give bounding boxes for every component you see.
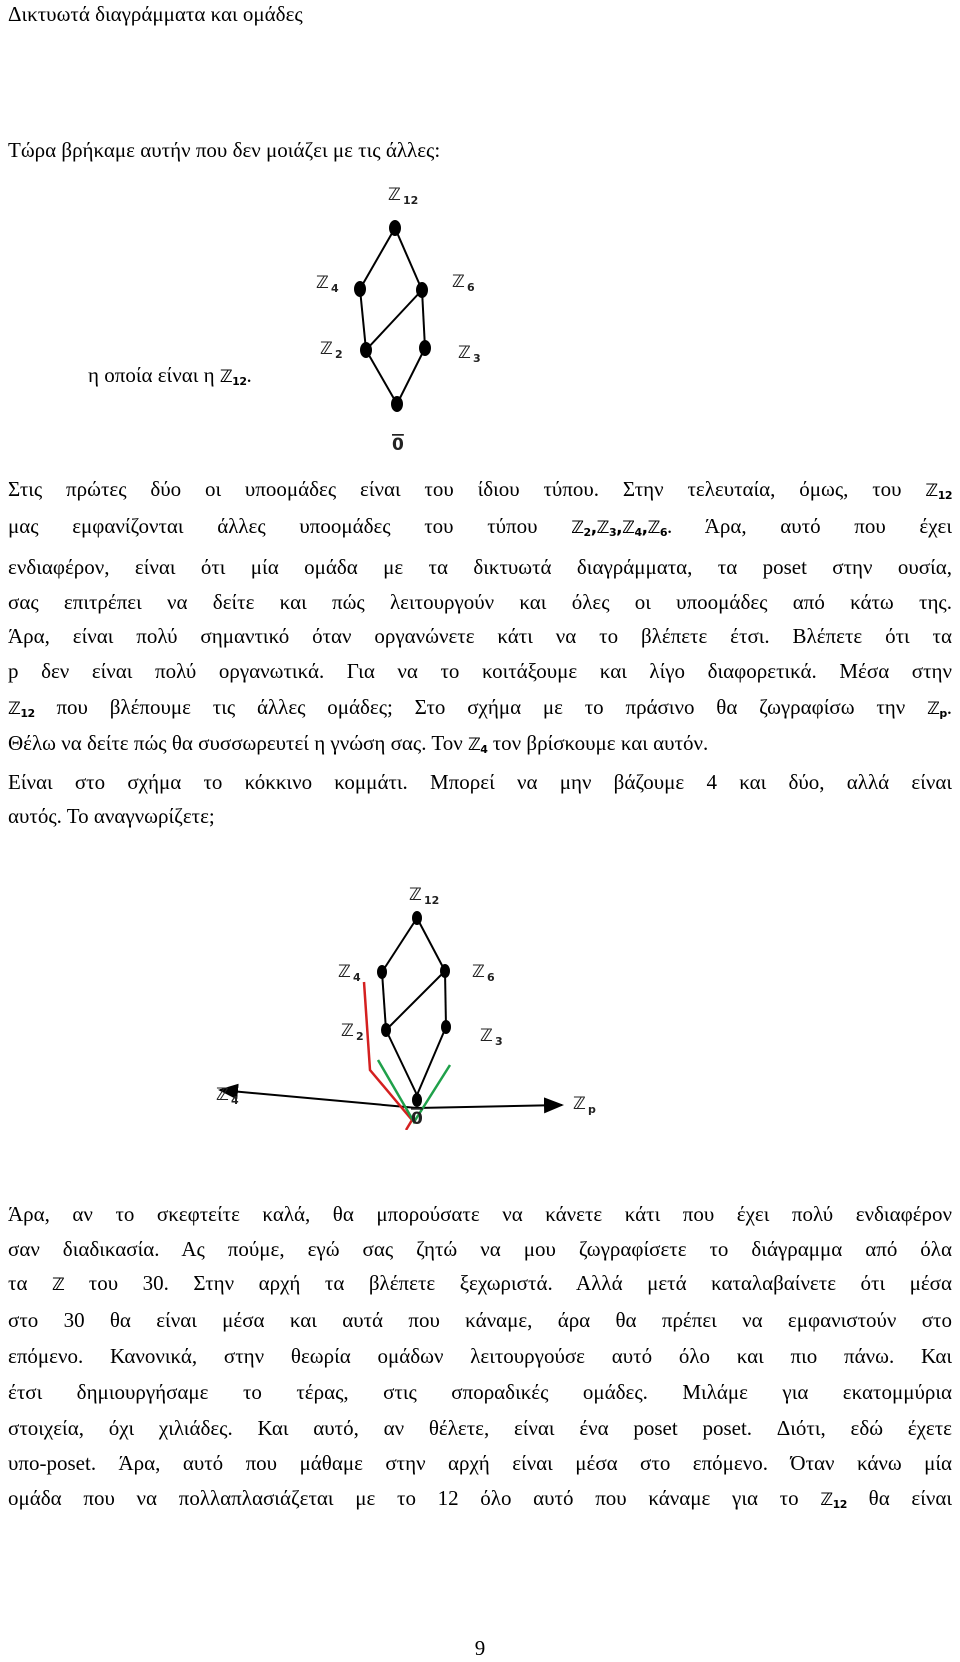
svg-text:ℤ: ℤ — [573, 1094, 586, 1114]
paragraph1-line10: αυτός. Το αναγνωρίζετε; — [8, 804, 215, 828]
paragraph2-line2: σαν διαδικασία. Ας πούμε, εγώ σας ζητώ να μου ζωγραφίσετε το διάγραμμα από όλα — [8, 1237, 952, 1261]
node-z4 — [354, 281, 366, 297]
z4-symbol: ℤ$_4$ — [467, 735, 488, 756]
label-z3 — [480, 1026, 503, 1048]
label-zp-right — [573, 1094, 596, 1116]
label-z4-left — [216, 1085, 239, 1107]
label-z3 — [458, 343, 481, 365]
intro-line: Τώρα βρήκαμε αυτήν που δεν μοιάζει με τις άλλες: — [8, 138, 441, 162]
paragraph2-line9: ομάδα που να πολλαπλασιάζεται με το 12 όλο αυτό που κάναμε για το ℤ$_{12}$ θα είναι — [8, 1486, 953, 1511]
svg-text:4: 4 — [331, 282, 339, 295]
edge — [397, 348, 425, 404]
edge — [445, 971, 446, 1027]
edge — [366, 350, 397, 404]
node-z3 — [419, 340, 431, 356]
header-title: Δικτυωτά διαγράμματα και ομάδες — [8, 2, 303, 26]
svg-text:12: 12 — [403, 194, 419, 207]
svg-text:p: p — [588, 1103, 596, 1116]
node-zero — [412, 1093, 422, 1107]
svg-text:ℤ: ℤ — [338, 962, 351, 982]
node-z6 — [440, 964, 450, 978]
paragraph2-line5: επόμενο. Κανονικά, στην θεωρία ομάδων λειτουργούσε αυτό όλο και πιο πάνω. Και — [8, 1344, 952, 1368]
edge — [360, 289, 366, 350]
edge — [382, 918, 417, 972]
z12-symbol: ℤ$_{12}$ — [8, 699, 35, 720]
svg-text:3: 3 — [495, 1035, 503, 1048]
z12-symbol: ℤ$_{12}$ — [219, 367, 247, 388]
edge — [366, 290, 422, 350]
edge — [360, 228, 395, 289]
node-z6 — [416, 282, 428, 298]
paragraph2-line8: υπο-poset. Άρα, αυτό που μάθαμε στην αρχή είναι μέσα στο επόμενο. Όταν κάνω μία — [8, 1451, 952, 1475]
label-z12 — [388, 185, 418, 207]
paragraph2-line7: στοιχεία, όχι χιλιάδες. Και αυτό, αν θέλετε, είναι ένα poset poset. Διότι, εδώ έχετε — [8, 1416, 952, 1440]
paragraph1-line3: ενδιαφέρον, είναι ότι μία ομάδα με τα δικτυωτά διαγράμματα, τα poset στην ουσία, — [8, 555, 952, 579]
label-z2 — [320, 339, 343, 361]
label-z6 — [472, 962, 495, 984]
paragraph1-line9: Είναι στο σχήμα το κόκκινο κομμάτι. Μπορεί να μην βάζουμε 4 και δύο, αλλά είναι — [8, 770, 952, 794]
label-zero: 0 — [392, 435, 404, 455]
svg-text:6: 6 — [487, 971, 495, 984]
node-z12 — [412, 911, 422, 925]
paragraph1-line2: μας εμφανίζονται άλλες υποομάδες του τύπου ℤ$_2$,ℤ$_3$,ℤ$_4$,ℤ$_6$. Άρα, αυτό που έχει — [8, 514, 953, 539]
edge — [382, 972, 386, 1030]
svg-text:ℤ: ℤ — [316, 273, 329, 293]
label-zero: 0 — [411, 1109, 423, 1129]
node-z2 — [381, 1023, 391, 1037]
svg-text:2: 2 — [335, 348, 343, 361]
label-z2 — [341, 1021, 364, 1043]
page-number: 9 — [474, 1636, 486, 1660]
label-z4 — [338, 962, 361, 984]
edge — [386, 1030, 417, 1095]
svg-text:2: 2 — [356, 1030, 364, 1043]
node-z4 — [377, 965, 387, 979]
lattice-diagram-z12 — [300, 170, 520, 470]
paragraph1-line1: Στις πρώτες δύο οι υποομάδες είναι του ίδιου τύπου. Στην τελευταία, όμως, του ℤ$_{12}$ — [8, 477, 952, 502]
z12-symbol: ℤ$_{12}$ — [820, 1490, 847, 1511]
arrow-to-zp — [417, 1105, 562, 1108]
svg-text:ℤ: ℤ — [480, 1026, 493, 1046]
svg-text:ℤ: ℤ — [458, 343, 471, 363]
edge — [422, 290, 425, 348]
svg-text:ℤ: ℤ — [216, 1085, 229, 1105]
node-z2 — [360, 342, 372, 358]
paragraph1-line6: p δεν είναι πολύ οργανωτικά. Για να το κοιτάξουμε και λίγο διαφορετικά. Μέσα στην — [8, 659, 952, 683]
svg-text:4: 4 — [231, 1094, 239, 1107]
svg-text:ℤ: ℤ — [388, 185, 401, 205]
zp-symbol: ℤ$_p$ — [927, 699, 947, 720]
edge — [395, 228, 422, 290]
svg-text:4: 4 — [353, 971, 361, 984]
svg-text:ℤ: ℤ — [341, 1021, 354, 1041]
label-z6 — [452, 272, 475, 294]
z-symbol: ℤ — [51, 1275, 65, 1295]
paragraph1-line7: ℤ$_{12}$ που βλέπουμε τις άλλες ομάδες; Στο σχήμα με το πράσινο θα ζωγραφίσω την ℤ$_p$. — [8, 695, 953, 720]
paragraph1-line5: Άρα, είναι πολύ σημαντικό όταν οργανώνετε κάτι να το βλέπετε έτσι. Βλέπετε ότι τα — [8, 624, 952, 648]
z-subgroups-symbols: ℤ$_2$,ℤ$_3$,ℤ$_4$,ℤ$_6$ — [571, 518, 668, 539]
edge — [417, 1027, 446, 1095]
paragraph2-line4: στο 30 θα είναι μέσα και αυτά που κάναμε, άρα θα πρέπει να εμφανιστούν στο — [8, 1308, 952, 1332]
diagram1-caption: η οποία είναι η ℤ$_{12}$. — [88, 363, 252, 388]
paragraph2-line1: Άρα, αν το σκεφτείτε καλά, θα μπορούσατε να κάνετε κάτι που έχει πολύ ενδιαφέρον — [8, 1202, 952, 1226]
lattice-diagram-colored — [200, 860, 640, 1130]
node-zero — [391, 396, 403, 412]
paragraph1-line8: Θέλω να δείτε πώς θα συσσωρευτεί η γνώση σας. Τον ℤ$_4$ τον βρίσκουμε και αυτόν. — [8, 731, 709, 756]
svg-text:3: 3 — [473, 352, 481, 365]
svg-text:ℤ: ℤ — [320, 339, 333, 359]
edge — [417, 918, 445, 971]
svg-text:12: 12 — [424, 894, 440, 907]
paragraph2-line6: έτσι δημιουργήσαμε το τέρας, στις σποραδικές ομάδες. Μιλάμε για εκατομμύρια — [8, 1380, 952, 1404]
z12-symbol: ℤ$_{12}$ — [925, 481, 952, 502]
svg-text:ℤ: ℤ — [452, 272, 465, 292]
paragraph1-line4: σας επιτρέπει να δείτε και πώς λειτουργούν και όλες οι υποομάδες από κάτω της. — [8, 590, 952, 614]
label-z4 — [316, 273, 339, 295]
node-z3 — [441, 1020, 451, 1034]
svg-text:ℤ: ℤ — [409, 885, 422, 905]
label-z12 — [409, 885, 439, 907]
svg-text:ℤ: ℤ — [472, 962, 485, 982]
edge — [386, 971, 445, 1030]
svg-text:6: 6 — [467, 281, 475, 294]
paragraph2-line3: τα ℤ του 30. Στην αρχή τα βλέπετε ξεχωριστά. Αλλά μετά καταλαβαίνετε ότι μέσα — [8, 1271, 952, 1295]
node-z12 — [389, 220, 401, 236]
